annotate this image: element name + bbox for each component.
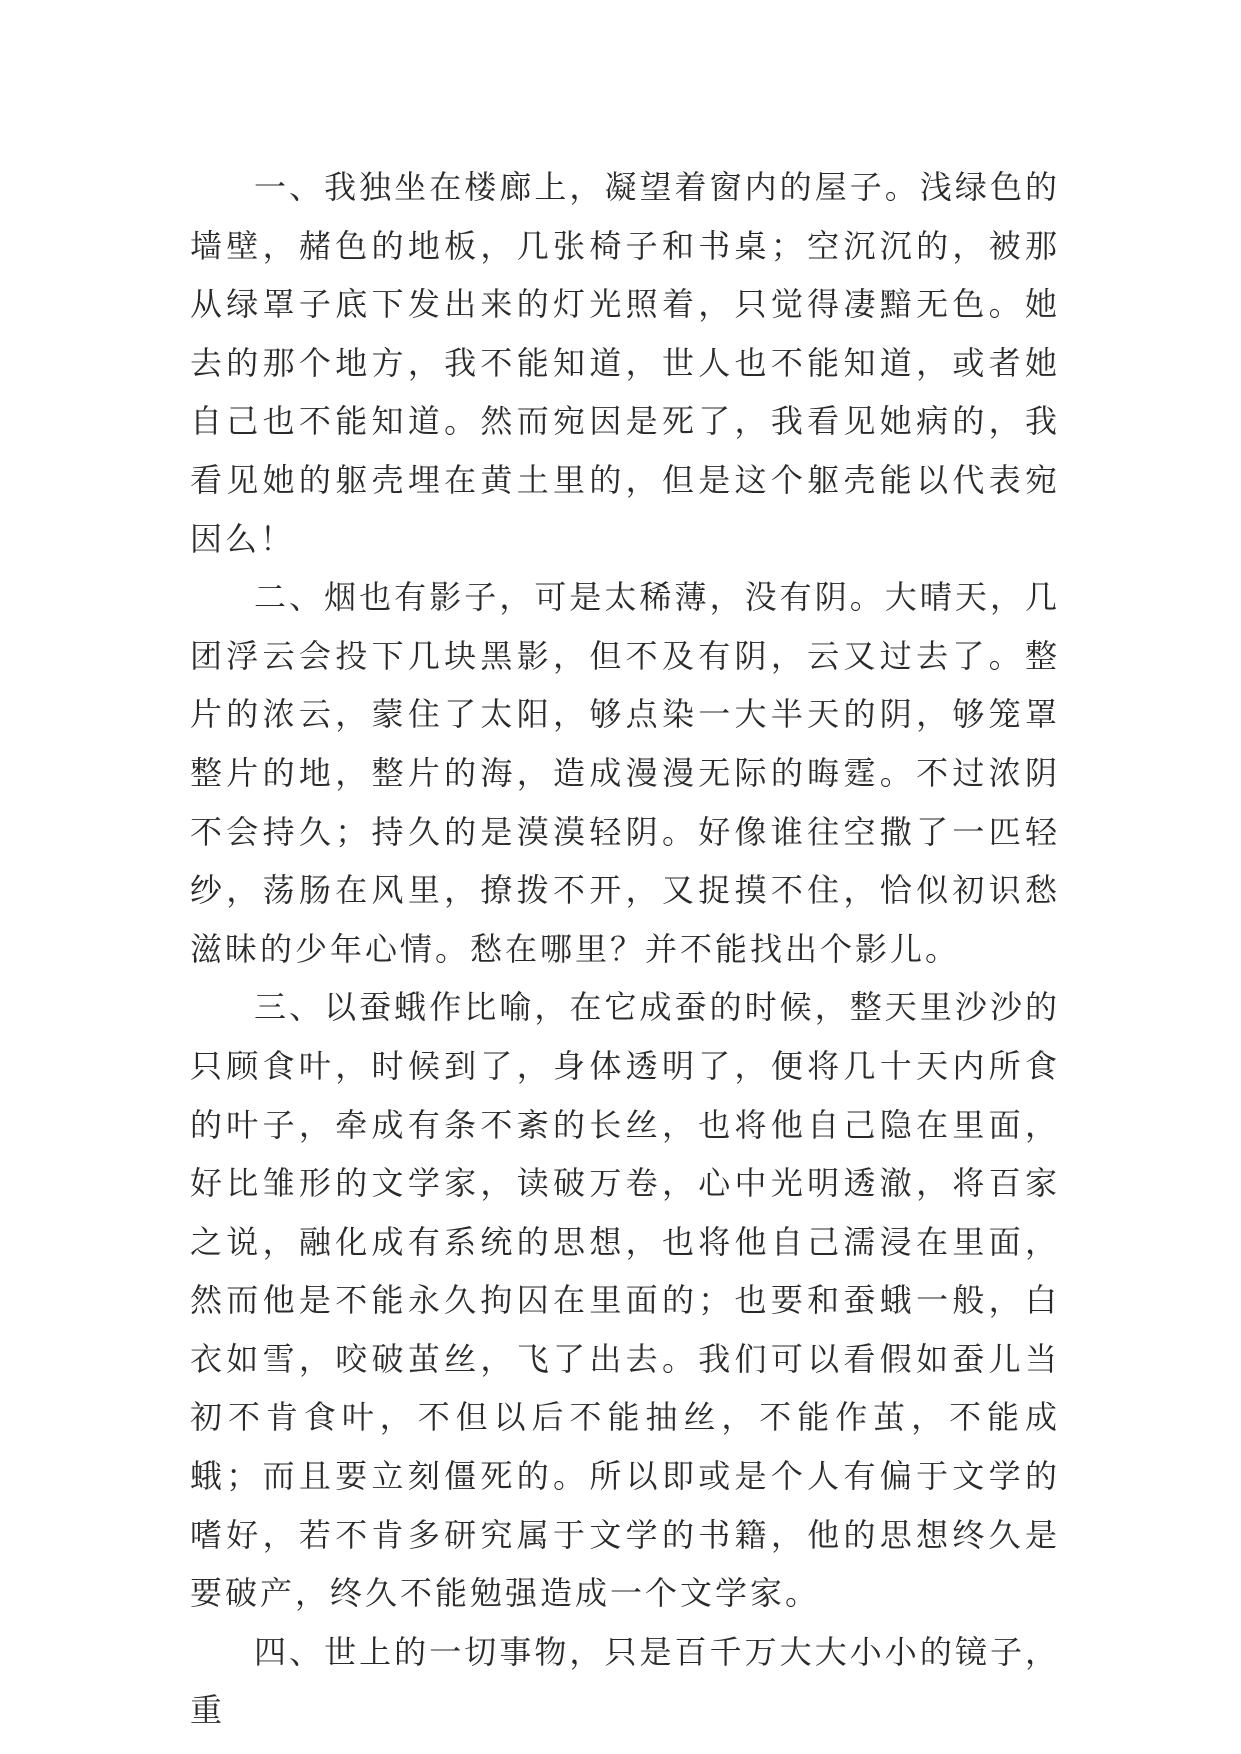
paragraph-3: 三、以蚕蛾作比喻，在它成蚕的时候，整天里沙沙的只顾食叶，时候到了，身体透明了，便将几十天内所食的叶子，牵成有条不紊的长丝，也将他自己隐在里面，好比雏形的文学家，读破万卷，心中光明透澈，将百家之说，融化成有系统的思想，也将他自己濡浸在里面，然而他是不能永久拘囚在里面的；也要和蚕蛾一般，白衣如雪，咬破茧丝，飞了出去。我们可以看假如蚕儿当初不肯食叶，不但以后不能抽丝，不能作茧，不能成蛾；而且要立刻僵死的。所以即或是个人有偏于文学的嗜好，若不肯多研究属于文学的书籍，他的思想终久是要破产，终久不能勉强造成一个文学家。 — [190, 988, 1060, 1613]
paragraph-1: 一、我独坐在楼廊上，凝望着窗内的屋子。浅绿色的墙壁，赭色的地板，几张椅子和书桌；空沉沉的，被那从绿罩子底下发出来的灯光照着，只觉得凄黯无色。她去的那个地方，我不能知道，世人也不能知道，或者她自己也不能知道。然而宛因是死了，我看见她病的，我看见她的躯壳埋在黄土里的，但是这个躯壳能以代表宛因么！ — [190, 168, 1060, 558]
paragraph-2: 二、烟也有影子，可是太稀薄，没有阴。大晴天，几团浮云会投下几块黑影，但不及有阴，云又过去了。整片的浓云，蒙住了太阳，够点染一大半天的阴，够笼罩整片的地，整片的海，造成漫漫无际的晦霆。不过浓阴不会持久；持久的是漠漠轻阴。好像谁往空撒了一匹轻纱，荡肠在风里，撩拨不开，又捉摸不住，恰似初识愁滋昧的少年心情。愁在哪里？并不能找出个影儿。 — [190, 578, 1060, 968]
paragraph-4: 四、世上的一切事物，只是百千万大大小小的镜子，重 — [190, 1632, 1060, 1730]
document-body — [190, 158, 1060, 1740]
